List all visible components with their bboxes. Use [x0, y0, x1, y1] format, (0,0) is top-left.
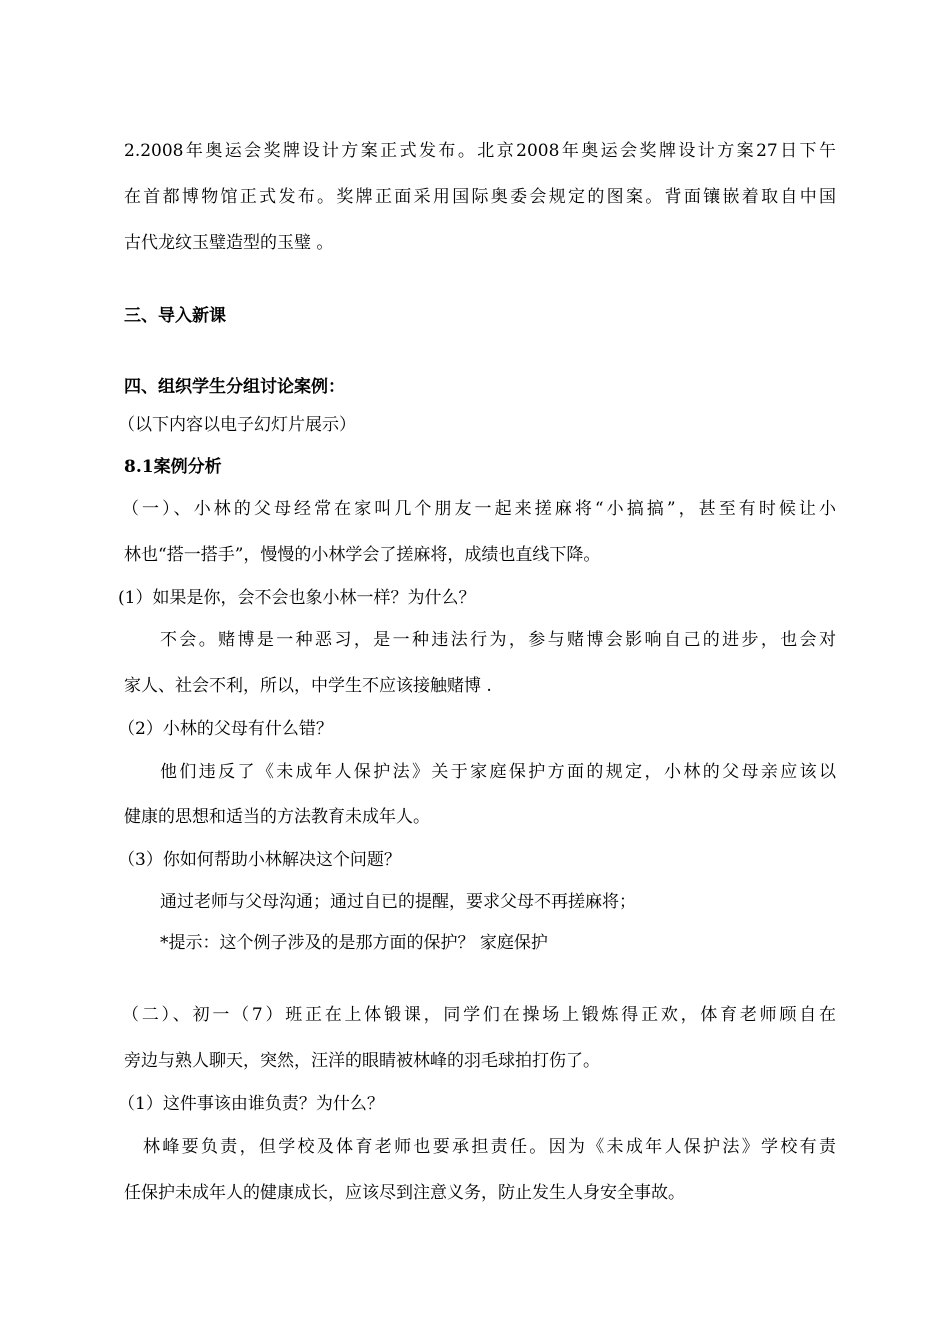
paragraph-line: 在首都博物馆正式发布。奖牌正面采用国际奥委会规定的图案。背面镶嵌着取自中国: [124, 187, 836, 207]
case-line: （二）、初一（7）班正在上体锻课，同学们在操场上锻炼得正欢，体育老师顾自在: [122, 1005, 836, 1025]
case-line: 林也“搭一搭手”，慢慢的小林学会了搓麻将，成绩也直线下降。: [124, 545, 601, 565]
answer-line: 林峰要负责，但学校及体育老师也要承担责任。因为《未成年人保护法》学校有责: [143, 1137, 836, 1157]
section-heading: 四、组织学生分组讨论案例：: [124, 377, 345, 397]
hint-line: *提示：这个例子涉及的是那方面的保护？ 家庭保护: [160, 933, 548, 953]
question-line: （2）小林的父母有什么错？: [118, 719, 333, 739]
answer-line: 他们违反了《未成年人保护法》关于家庭保护方面的规定，小林的父母亲应该以: [160, 762, 836, 782]
question-line: （3）你如何帮助小林解决这个问题？: [118, 850, 401, 870]
question-line: (1）如果是你，会不会也象小林一样？为什么？: [118, 588, 476, 608]
paragraph-line: 2.2008年奥运会奖牌设计方案正式发布。北京2008年奥运会奖牌设计方案27日下午: [124, 141, 836, 161]
answer-line: 通过老师与父母沟通；通过自已的提醒，要求父母不再搓麻将；: [160, 892, 636, 912]
case-line: 旁边与熟人聊天，突然，汪洋的眼睛被林峰的羽毛球拍打伤了。: [124, 1051, 600, 1071]
answer-line: 任保护未成年人的健康成长，应该尽到注意义务，防止发生人身安全事故。: [124, 1183, 685, 1203]
answer-line: 健康的思想和适当的方法教育未成年人。: [124, 807, 430, 827]
note-line: （以下内容以电子幻灯片展示）: [118, 415, 356, 435]
case-line: （一）、小林的父母经常在家叫几个朋友一起来搓麻将“小搞搞”，甚至有时候让小: [122, 499, 836, 519]
answer-line: 不会。赌博是一种恶习，是一种违法行为，参与赌博会影响自己的进步，也会对: [160, 630, 836, 650]
subsection-heading: 8.1案例分析: [124, 457, 222, 477]
question-line: （1）这件事该由谁负责？为什么？: [118, 1094, 384, 1114]
answer-line: 家人、社会不利，所以，中学生不应该接触赌博 .: [124, 676, 492, 696]
section-heading: 三、导入新课: [124, 306, 226, 326]
paragraph-line: 古代龙纹玉璧造型的玉璧 。: [124, 233, 334, 253]
